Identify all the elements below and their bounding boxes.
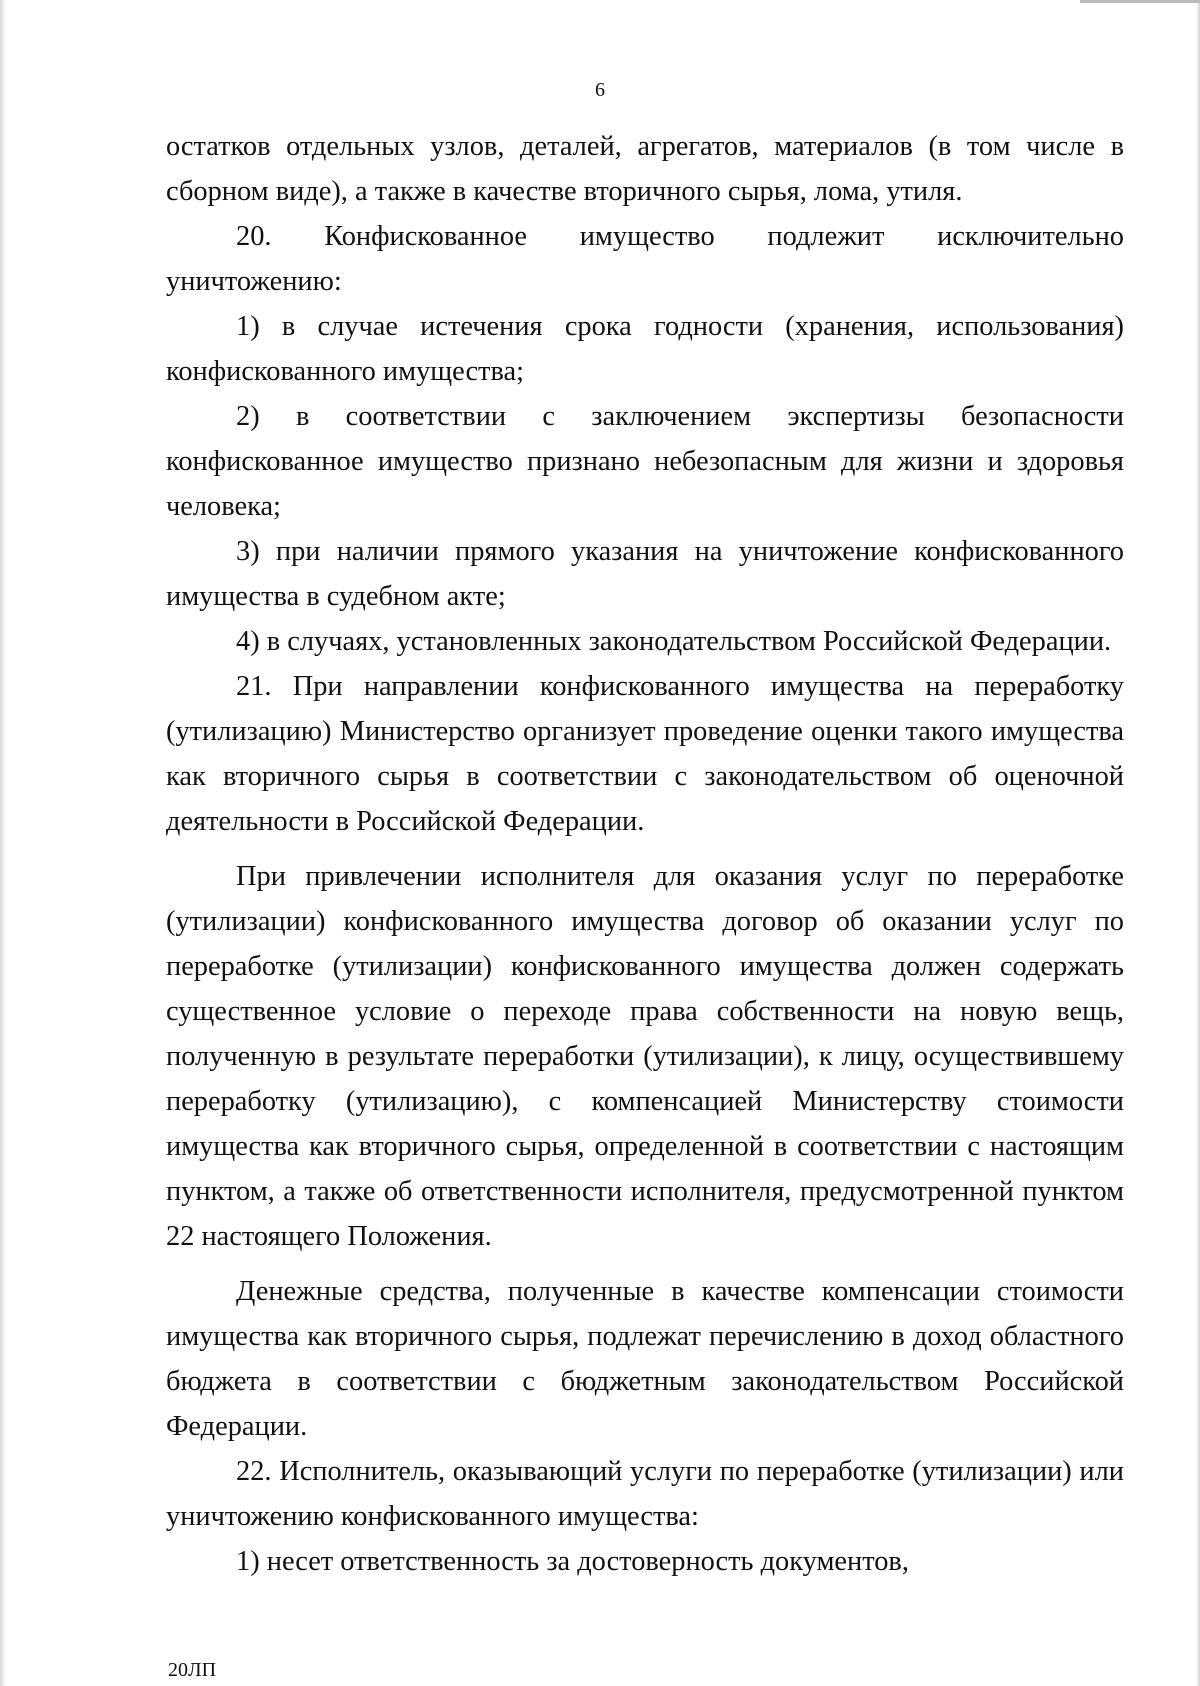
page-number: 6 [595, 79, 605, 101]
document-body [166, 124, 1124, 1584]
paragraph-subitem-4: 4) в случаях, установленных законодательством Российской Федерации. [236, 626, 1112, 657]
paragraph-subitem-1: 1) в случае истечения срока годности (хранения, использования) конфискованного имущества; [166, 311, 1124, 387]
paragraph-item-22: 22. Исполнитель, оказывающий услуги по переработке (утилизации) или уничтожению конфискованного имущества: [166, 1456, 1124, 1532]
scan-edge-left [0, 0, 6, 1686]
paragraph-subitem-3: 3) при наличии прямого указания на уничтожение конфискованного имущества в судебном акте; [166, 536, 1124, 612]
scan-edge-right [1196, 0, 1200, 1686]
paragraph-item-21: 21. При направлении конфискованного имущества на переработку (утилизацию) Министерство организует проведение оценки такого имущества как вторичного сырья в соответствии с законодательством об оценочной деятельности в Российской Федерации. [166, 671, 1124, 837]
scan-edge-top [1080, 0, 1200, 3]
paragraph-item-22-subitem-1: 1) несет ответственность за достоверность документов, [236, 1546, 909, 1577]
paragraph-continuation: остатков отдельных узлов, деталей, агрегатов, материалов (в том числе в сборном виде), а также в качестве вторичного сырья, лома, утиля. [166, 131, 1124, 207]
paragraph-funds: Денежные средства, полученные в качестве компенсации стоимости имущества как вторичного сырья, подлежат перечислению в доход областного бюджета в соответствии с бюджетным законодательством Российской Федерации. [166, 1276, 1124, 1442]
paragraph-item-20: 20. Конфискованное имущество подлежит исключительно уничтожению: [166, 221, 1124, 297]
paragraph-subitem-2: 2) в соответствии с заключением экспертизы безопасности конфискованное имущество признано небезопасным для жизни и здоровья человека; [166, 401, 1124, 522]
paragraph-contractor-terms: При привлечении исполнителя для оказания услуг по переработке (утилизации) конфискованного имущества договор об оказании услуг по переработке (утилизации) конфискованного имущества должен содержать существенное условие о переходе права собственности на новую вещь, полученную в результате переработки (утилизации), к лицу, осуществившему переработку (утилизацию), с компенсацией Министерству стоимости имущества как вторичного сырья, определенной в соответствии с настоящим пунктом, а также об ответственности исполнителя, предусмотренной пунктом 22 настоящего Положения. [166, 861, 1124, 1252]
footer-code: 20ЛП [168, 1659, 217, 1681]
